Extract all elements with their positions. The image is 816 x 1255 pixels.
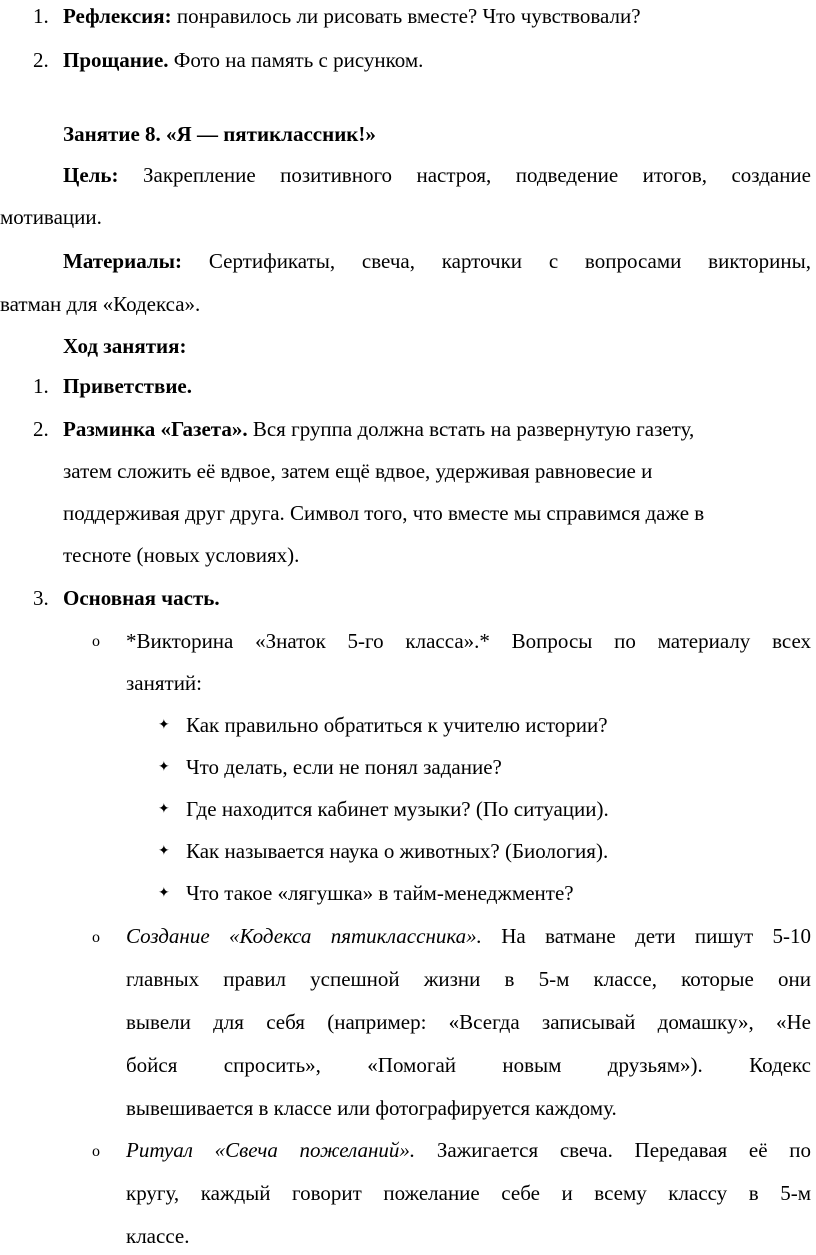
step-warmup bbox=[63, 416, 694, 442]
course-heading: Ход занятия: bbox=[63, 334, 187, 358]
codex-line: бойся спросить», «Помогай новым друзьям»). Кодекс bbox=[126, 1053, 811, 1077]
ritual-text: Зажигается свеча. Передавая её по bbox=[415, 1138, 811, 1162]
star-icon: ✦ bbox=[158, 718, 170, 733]
goal-line-2: мотивации. bbox=[0, 205, 102, 229]
codex-line: главных правил успешной жизни в 5-м классе, которые они bbox=[126, 967, 811, 991]
star-icon: ✦ bbox=[158, 844, 170, 859]
quiz-question: Где находится кабинет музыки? (По ситуации). bbox=[186, 797, 609, 821]
step-number: 3. bbox=[33, 586, 49, 610]
star-icon: ✦ bbox=[158, 760, 170, 775]
ritual-line: классе. bbox=[126, 1224, 190, 1248]
item-label: Прощание. bbox=[63, 48, 169, 72]
step-number: 2. bbox=[33, 417, 49, 441]
star-icon: ✦ bbox=[158, 802, 170, 817]
item-label: Рефлексия: bbox=[63, 4, 172, 28]
quiz-question: Как называется наука о животных? (Биология). bbox=[186, 839, 609, 863]
ritual-line: кругу, каждый говорит пожелание себе и всему классу в 5-м bbox=[126, 1181, 811, 1205]
materials-line-2: ватман для «Кодекса». bbox=[0, 292, 201, 316]
list-item-farewell bbox=[63, 47, 423, 73]
bullet-marker: o bbox=[92, 929, 100, 946]
codex-line: вывешивается в классе или фотографируется каждому. bbox=[126, 1096, 617, 1120]
codex-text: На ватмане дети пишут 5-10 bbox=[481, 924, 812, 948]
step-warmup-line: затем сложить её вдвое, затем ещё вдвое, удерживая равновесие и bbox=[63, 459, 653, 483]
codex-line: вывели для себя (например: «Всегда записывай домашку», «Не bbox=[126, 1010, 811, 1034]
goal-label: Цель: bbox=[63, 163, 119, 187]
lesson-title: Занятие 8. «Я — пятиклассник!» bbox=[63, 122, 376, 146]
star-icon: ✦ bbox=[158, 886, 170, 901]
step-number: 1. bbox=[33, 374, 49, 398]
quiz-question: Как правильно обратиться к учителю истории? bbox=[186, 713, 608, 737]
step-warmup-line: тесноте (новых условиях). bbox=[63, 543, 300, 567]
quiz-line-1: *Викторина «Знаток 5-го класса».* Вопросы по материалу всех bbox=[126, 629, 811, 653]
bullet-marker: o bbox=[92, 633, 100, 650]
step-label: Разминка «Газета». bbox=[63, 417, 248, 441]
codex-title: Создание «Кодекса пятиклассника». bbox=[126, 924, 482, 948]
codex-line-1 bbox=[126, 923, 811, 949]
ritual-title: Ритуал «Свеча пожеланий». bbox=[126, 1138, 416, 1162]
item-text: понравилось ли рисовать вместе? Что чувствовали? bbox=[171, 4, 641, 28]
step-text: Вся группа должна встать на развернутую газету, bbox=[247, 417, 695, 441]
bullet-marker: o bbox=[92, 1143, 100, 1160]
quiz-question: Что такое «лягушка» в тайм-менеджменте? bbox=[186, 881, 574, 905]
goal-line-1 bbox=[63, 162, 811, 188]
step-warmup-line: поддерживая друг друга. Символ того, что вместе мы справимся даже в bbox=[63, 501, 705, 525]
goal-text: Закрепление позитивного настроя, подведение итогов, создание bbox=[142, 163, 811, 187]
list-number: 1. bbox=[33, 4, 49, 28]
step-greeting: Приветствие. bbox=[63, 374, 192, 398]
list-item-reflection bbox=[63, 3, 641, 29]
ritual-line-1 bbox=[126, 1137, 811, 1163]
quiz-question: Что делать, если не понял задание? bbox=[186, 755, 502, 779]
list-number: 2. bbox=[33, 48, 49, 72]
item-text: Фото на память с рисунком. bbox=[168, 48, 424, 72]
step-main: Основная часть. bbox=[63, 586, 220, 610]
materials-line-1 bbox=[63, 248, 811, 274]
quiz-line-2: занятий: bbox=[126, 671, 203, 695]
materials-text: Сертификаты, свеча, карточки с вопросами викторины, bbox=[208, 249, 811, 273]
materials-label: Материалы: bbox=[63, 249, 183, 273]
